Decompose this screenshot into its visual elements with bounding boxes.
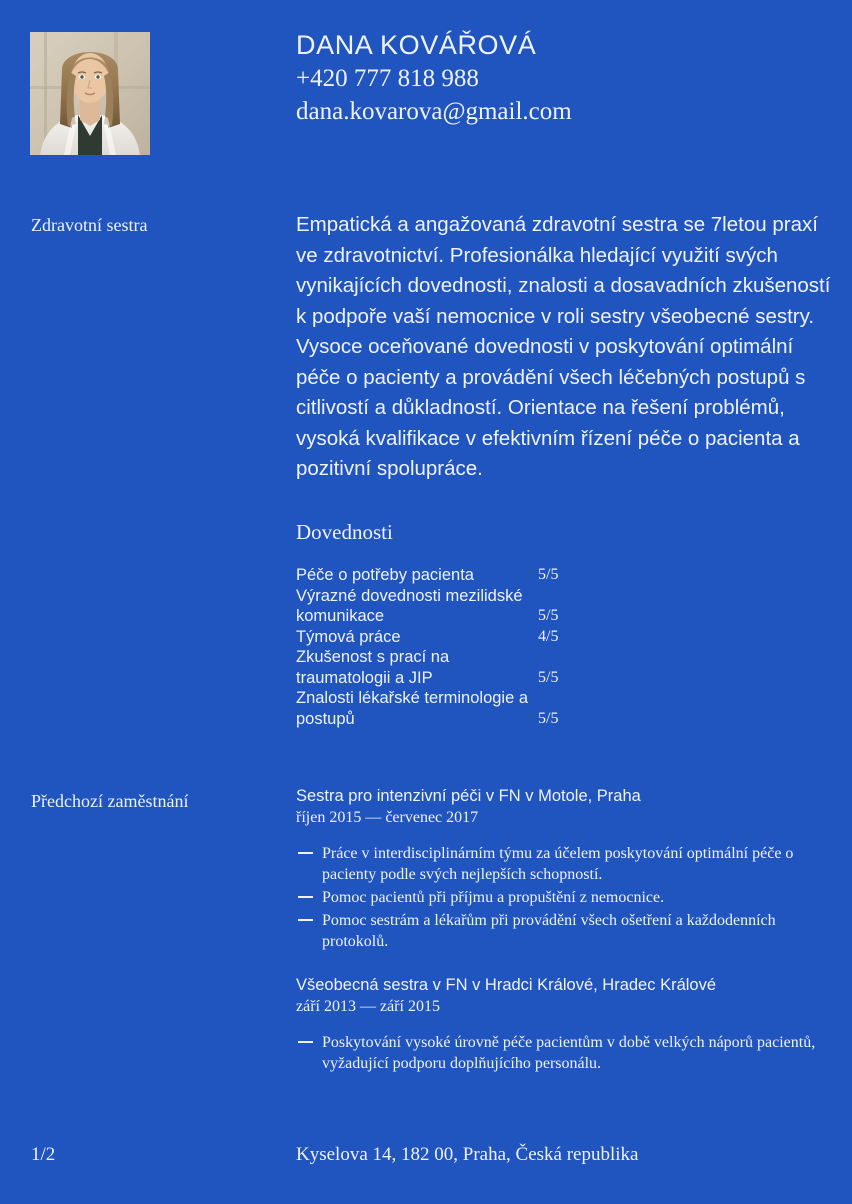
- job-dates: říjen 2015 — červenec 2017: [296, 809, 479, 826]
- job-bullet: [296, 843, 836, 885]
- skill-rating: 4/5: [538, 627, 559, 645]
- skills-list: [296, 565, 696, 729]
- experience-section: [296, 785, 836, 1076]
- job-bullet-text: Poskytování vysoké úrovně péče pacientům v době velkých náporů pacientů, vyžadující podporu doplňujícího personálu.: [322, 1034, 816, 1072]
- dash-bullet-icon: [298, 896, 313, 898]
- section-label-profile: Zdravotní sestra: [31, 215, 148, 235]
- job-bullet: [296, 1032, 836, 1074]
- page-number: 1/2: [31, 1144, 56, 1165]
- job-bullet: [296, 887, 836, 908]
- avatar: [30, 32, 150, 155]
- contact-block: [296, 28, 836, 128]
- phone-number[interactable]: +420 777 818 988: [296, 65, 479, 92]
- job-bullet-text: Pomoc sestrám a lékařům při provádění všech ošetření a každodenních protokolů.: [322, 912, 776, 950]
- job-bullet-text: Pomoc pacientů při příjmu a propuštění z nemocnice.: [322, 889, 665, 906]
- skill-row: [296, 586, 696, 627]
- skill-rating: 5/5: [538, 709, 559, 727]
- skill-rating: 5/5: [538, 607, 559, 624]
- dash-bullet-icon: [298, 919, 313, 921]
- profile-summary: Empatická a angažovaná zdravotní sestra se 7letou praxí ve zdravotnictví. Profesionálka hledající využití svých vynikajících dovednosti, znalosti a dosavadních zkušeností k podpoře vaší nemocnice v roli sestry všeobecné sestry. Vysoce oceňované dovednosti v poskytování optimální péče o pacienty a provádění všech léčebných postupů s citlivostí a důkladností. Orientace na řešení problémů, vysoká kvalifikace v efektivním řízení péče o pacienta a pozitivní spolupráce.: [296, 213, 831, 480]
- skills-heading: Dovednosti: [296, 520, 393, 544]
- skill-row: [296, 647, 696, 688]
- skill-name: Týmová práce: [296, 627, 401, 646]
- experience-entry: [296, 785, 836, 952]
- job-bullet-list: [296, 1032, 836, 1074]
- skill-row: [296, 688, 696, 729]
- footer-address: Kyselova 14, 182 00, Praha, Česká republika: [296, 1144, 639, 1165]
- portrait-photo-icon: [30, 32, 150, 155]
- job-bullet-text: Práce v interdisciplinárním týmu za účelem poskytování optimální péče o pacienty podle svých nejlepších schopností.: [322, 845, 794, 883]
- experience-entry: [296, 974, 836, 1074]
- skills-section: [296, 518, 696, 729]
- skill-rating: 5/5: [538, 566, 559, 583]
- dash-bullet-icon: [298, 852, 313, 854]
- email-address[interactable]: dana.kovarova@gmail.com: [296, 98, 572, 125]
- job-dates: září 2013 — září 2015: [296, 998, 440, 1015]
- skill-rating: 5/5: [538, 668, 559, 686]
- dash-bullet-icon: [298, 1041, 313, 1043]
- job-title: Sestra pro intenzivní péči v FN v Motole, Praha: [296, 787, 641, 805]
- page-title: DANA KOVÁŘOVÁ: [296, 30, 537, 60]
- skill-name: Výrazné dovednosti mezilidské komunikace: [296, 586, 523, 625]
- job-bullet: [296, 910, 836, 952]
- skill-row: [296, 565, 696, 586]
- skill-name: Znalosti lékařské terminologie a postupů: [296, 689, 529, 728]
- skill-name: Zkušenost s prací na traumatologii a JIP: [296, 648, 450, 687]
- section-label-experience: Předchozí zaměstnání: [31, 791, 189, 811]
- job-title: Všeobecná sestra v FN v Hradci Králové, Hradec Králové: [296, 976, 717, 994]
- job-bullet-list: [296, 843, 836, 952]
- skill-row: [296, 627, 696, 648]
- skill-name: Péče o potřeby pacienta: [296, 566, 474, 584]
